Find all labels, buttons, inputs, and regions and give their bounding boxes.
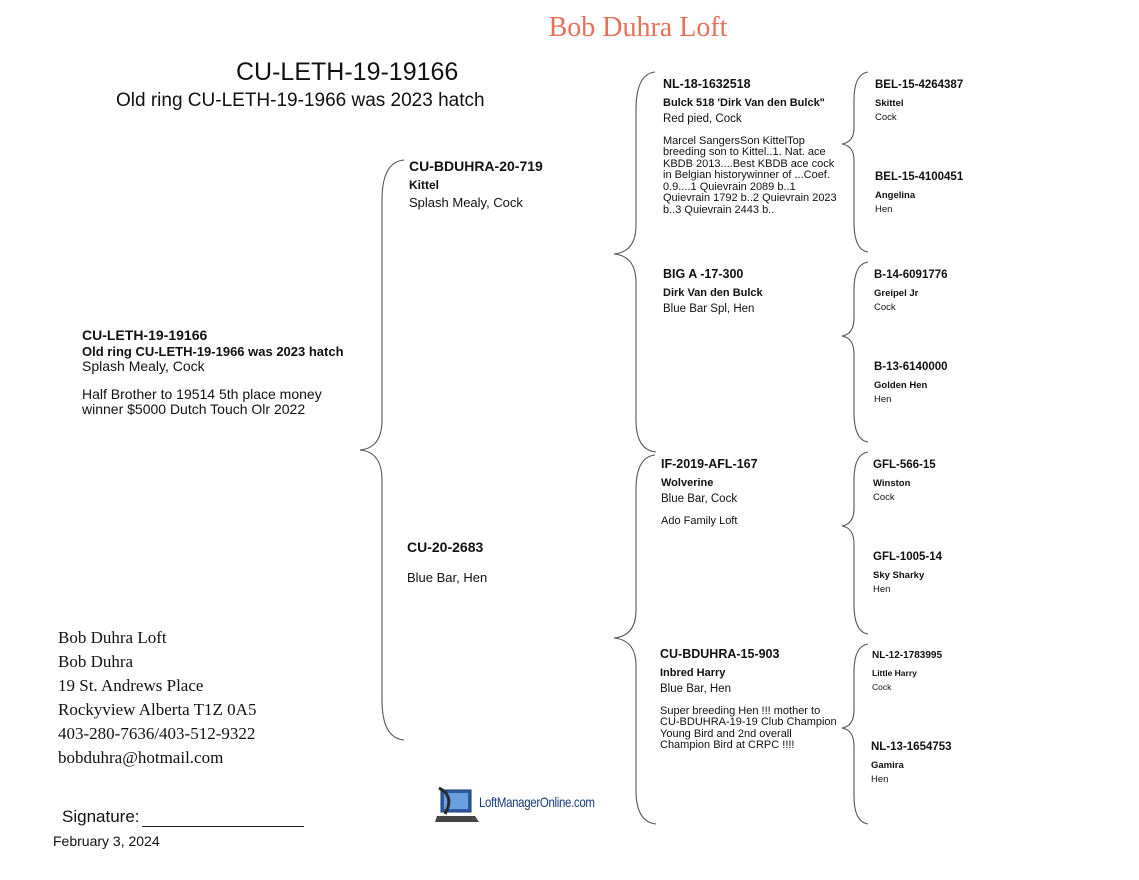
brace-gen2-sire bbox=[614, 72, 656, 452]
ggp-name: Winston bbox=[873, 477, 911, 489]
ggp-desc: Hen bbox=[875, 203, 893, 215]
ggp-name: Skittel bbox=[875, 97, 904, 109]
ggp-name: Little Harry bbox=[872, 667, 917, 678]
ggp-1 bbox=[875, 75, 963, 123]
dam-dam-ring: CU-BDUHRA-15-903 bbox=[660, 647, 780, 661]
dam-sire-name: Wolverine bbox=[661, 476, 714, 489]
sire-sire-ring: NL-18-1632518 bbox=[663, 77, 751, 91]
ggp-ring: B-14-6091776 bbox=[874, 269, 948, 281]
ggp-ring: NL-13-1654753 bbox=[871, 741, 952, 753]
ggp-desc: Hen bbox=[871, 773, 889, 785]
ggp-8 bbox=[871, 737, 952, 785]
ggp-ring: B-13-6140000 bbox=[874, 361, 948, 373]
dam-dam-note: Super breeding Hen !!! mother to CU-BDUHRA-19-19 Club Champion Young Bird and 2nd overall Champion Bird at CRPC !!!! bbox=[660, 704, 837, 752]
owner-name: Bob Duhra bbox=[58, 652, 134, 671]
owner-loft: Bob Duhra Loft bbox=[58, 628, 167, 647]
dam-dam-bird bbox=[660, 645, 838, 752]
sire-dam-ring: BIG A -17-300 bbox=[663, 267, 744, 281]
ggp-5 bbox=[873, 455, 936, 503]
old-ring-note: Old ring CU-LETH-19-1966 was 2023 hatch bbox=[116, 90, 485, 111]
owner-city: Rockyview Alberta T1Z 0A5 bbox=[58, 700, 257, 719]
subject-name: Old ring CU-LETH-19-1966 was 2023 hatch bbox=[82, 343, 344, 359]
logo-text: LoftManagerOnline.com bbox=[479, 794, 595, 810]
subject-bird bbox=[82, 328, 362, 418]
ggp-ring: BEL-15-4264387 bbox=[875, 79, 964, 91]
signature-line bbox=[142, 810, 304, 827]
owner-street: 19 St. Andrews Place bbox=[58, 676, 204, 695]
ggp-ring: NL-12-1783995 bbox=[872, 650, 943, 661]
ggp-7 bbox=[872, 645, 942, 692]
ggp-desc: Cock bbox=[875, 111, 897, 123]
dam-sire-ring: IF-2019-AFL-167 bbox=[661, 457, 758, 471]
ggp-3 bbox=[874, 265, 948, 313]
brace-gen1 bbox=[360, 160, 404, 740]
dam-dam-desc: Blue Bar, Hen bbox=[660, 682, 731, 695]
sire-sire-name: Bulck 518 'Dirk Van den Bulck" bbox=[663, 96, 825, 109]
ggp-desc: Cock bbox=[874, 301, 896, 313]
dam-dam-name: Inbred Harry bbox=[660, 666, 726, 679]
sire-dam-bird bbox=[663, 265, 763, 316]
sire-name: Kittel bbox=[409, 177, 439, 192]
dam-ring: CU-20-2683 bbox=[407, 539, 484, 555]
ggp-name: Angelina bbox=[875, 189, 916, 201]
owner-email: bobduhra@hotmail.com bbox=[58, 748, 224, 767]
dam-bird bbox=[407, 539, 487, 585]
subject-ring: CU-LETH-19-19166 bbox=[82, 327, 208, 343]
sire-sire-desc: Red pied, Cock bbox=[663, 112, 742, 125]
ggp-ring: GFL-1005-14 bbox=[873, 551, 943, 563]
laptop-icon bbox=[435, 786, 481, 828]
dam-desc: Blue Bar, Hen bbox=[407, 569, 488, 585]
ggp-desc: Hen bbox=[873, 583, 891, 595]
subject-desc: Splash Mealy, Cock bbox=[82, 358, 205, 375]
sire-dam-name: Dirk Van den Bulck bbox=[663, 286, 763, 299]
print-date: February 3, 2024 bbox=[53, 833, 160, 849]
ggp-ring: GFL-566-15 bbox=[873, 459, 936, 471]
sire-bird bbox=[409, 158, 543, 210]
signature-field bbox=[62, 807, 304, 827]
owner-address bbox=[58, 626, 256, 770]
ggp-desc: Cock bbox=[872, 681, 892, 692]
ggp-desc: Cock bbox=[873, 491, 895, 503]
ggp-4 bbox=[874, 357, 948, 405]
dam-sire-desc: Blue Bar, Cock bbox=[661, 492, 738, 505]
ggp-desc: Hen bbox=[874, 393, 892, 405]
main-ring-number: CU-LETH-19-19166 bbox=[236, 58, 459, 86]
signature-label: Signature: bbox=[62, 807, 140, 826]
sire-dam-desc: Blue Bar Spl, Hen bbox=[663, 302, 755, 315]
ggp-6 bbox=[873, 547, 942, 595]
sire-ring: CU-BDUHRA-20-719 bbox=[409, 158, 543, 174]
loft-title: Bob Duhra Loft bbox=[548, 12, 728, 43]
ggp-name: Golden Hen bbox=[874, 379, 928, 391]
ggp-name: Greipel Jr bbox=[874, 287, 919, 299]
sire-sire-bird bbox=[663, 75, 841, 217]
sire-desc: Splash Mealy, Cock bbox=[409, 194, 523, 210]
owner-phone: 403-280-7636/403-512-9322 bbox=[58, 724, 256, 743]
brace-gen2-dam bbox=[614, 455, 656, 824]
loftmanager-logo bbox=[435, 786, 595, 828]
ggp-ring: BEL-15-4100451 bbox=[875, 171, 964, 183]
dam-sire-bird bbox=[661, 455, 839, 527]
ggp-name: Gamira bbox=[871, 759, 904, 771]
subject-note: Half Brother to 19514 5th place money winner $5000 Dutch Touch Olr 2022 bbox=[82, 386, 322, 418]
ggp-2 bbox=[875, 167, 963, 215]
sire-sire-note: Marcel SangersSon KittelTop breeding son to Kittel..1. Nat. ace KBDB 2013....Best KBDB ace cock in Belgian historywinner of ...Coef. 0.9....1 Quievrain 2089 b..1 Quievrain 1792 b..2 Quievrain 2023 b..3 Quievrain 2443 b.. bbox=[663, 134, 837, 216]
ggp-name: Sky Sharky bbox=[873, 569, 925, 581]
dam-sire-note: Ado Family Loft bbox=[661, 514, 738, 527]
